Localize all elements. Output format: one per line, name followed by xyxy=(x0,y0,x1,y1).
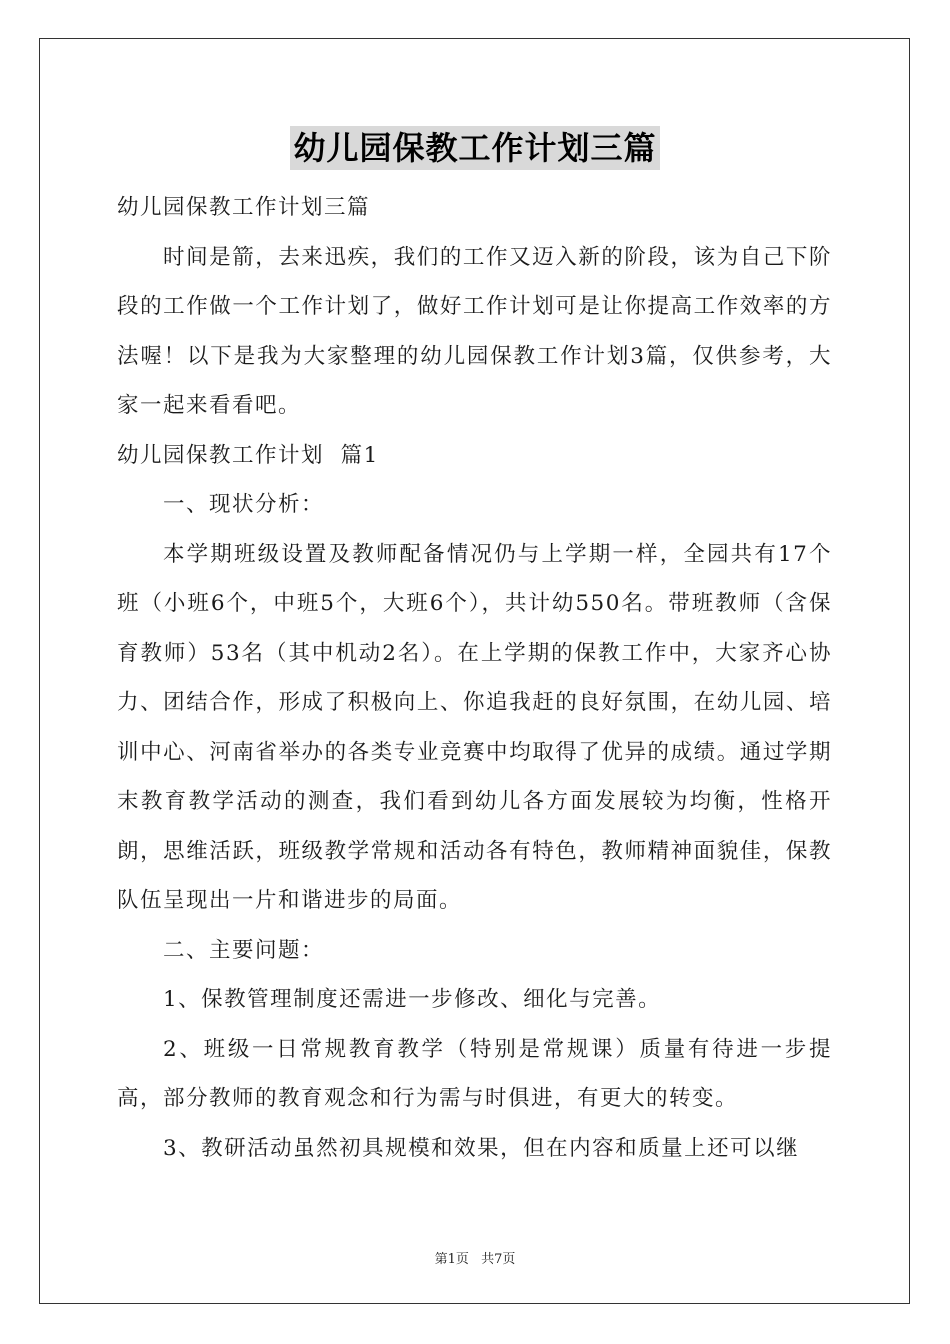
problem-item-2: 2、班级一日常规教育教学（特别是常规课）质量有待进一步提高，部分教师的教育观念和行为需与时俱进，有更大的转变。 xyxy=(117,1036,832,1111)
problem-item-3: 3、教研活动虽然初具规模和效果，但在内容和质量上还可以继 xyxy=(163,1135,800,1161)
heading-status-analysis: 一、现状分析： xyxy=(163,492,325,517)
paragraph-intro: 时间是箭，去来迅疾，我们的工作又迈入新的阶段，该为自己下阶段的工作做一个工作计划了，做好工作计划可是让你提高工作效率的方法喔！以下是我为大家整理的幼儿园保教工作计划3篇，仅供参考，大家一起来看看吧。 xyxy=(117,244,832,418)
page-total: 共7页 xyxy=(481,1252,516,1267)
heading-main-problems: 二、主要问题： xyxy=(163,937,325,963)
page-footer xyxy=(0,1248,950,1267)
title-container xyxy=(0,126,950,170)
document-title: 幼儿园保教工作计划三篇 xyxy=(290,126,659,170)
paragraph-status-analysis: 本学期班级设置及教师配备情况仍与上学期一样，全园共有17个班（小班6个，中班5个，大班6个），共计幼550名。带班教师（含保育教师）53名（其中机动2名）。在上学期的保教工作中，大家齐心协力、团结合作，形成了积极向上、你追我赶的良好氛围，在幼儿园、培训中心、河南省举办的各类专业竞赛中均取得了优异的成绩。通过学期末教育教学活动的测查，我们看到幼儿各方面发展较为均衡，性格开朗，思维活跃，班级教学常规和活动各有特色，教师精神面貌佳，保教队伍呈现出一片和谐进步的局面。 xyxy=(117,541,832,913)
paragraph-subtitle: 幼儿园保教工作计划三篇 xyxy=(117,195,371,220)
section-heading-plan-1: 幼儿园保教工作计划 篇1 xyxy=(117,442,379,468)
page-number: 第1页 xyxy=(434,1252,469,1267)
document-body xyxy=(117,183,832,1173)
problem-item-1: 1、保教管理制度还需进一步修改、细化与完善。 xyxy=(163,987,662,1012)
